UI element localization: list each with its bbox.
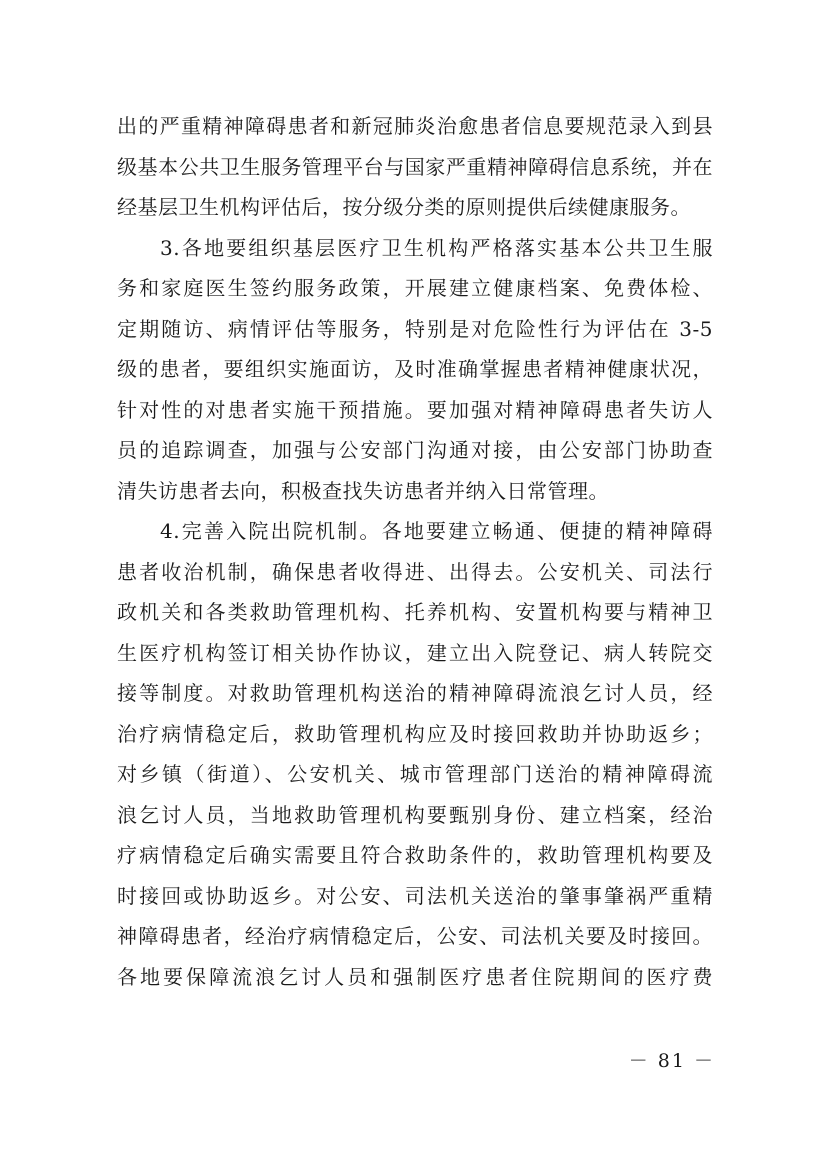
page-number: － 81 － (628, 1050, 715, 1072)
text-line: 员的追踪调查，加强与公安部门沟通对接，由公安部门协助查 (117, 438, 713, 462)
text-line: 疗病情稳定后确实需要且符合救助条件的，救助管理机构要及 (117, 843, 713, 867)
text-line: 针对性的对患者实施干预措施。要加强对精神障碍患者失访人 (117, 397, 713, 422)
text-line: 治疗病情稳定后，救助管理机构应及时接回救助并协助返乡； (117, 721, 713, 746)
text-line: 定期随访、病情评估等服务，特别是对危险性行为评估在 3-5 (117, 316, 713, 341)
text-line: 接等制度。对救助管理机构送治的精神障碍流浪乞讨人员，经 (117, 681, 713, 705)
text-line: 出的严重精神障碍患者和新冠肺炎治愈患者信息要规范录入到县 (117, 114, 713, 138)
text-line: 各地要保障流浪乞讨人员和强制医疗患者住院期间的医疗费 (117, 964, 713, 989)
text-line: 级基本公共卫生服务管理平台与国家严重精神障碍信息系统，并在 (117, 154, 713, 179)
text-line: 清失访患者去向，积极查找失访患者并纳入日常管理。 (117, 478, 609, 503)
text-line: 经基层卫生机构评估后，按分级分类的原则提供后续健康服务。 (117, 195, 691, 219)
text-line: 浪乞讨人员，当地救助管理机构要甄别身份、建立档案，经治 (117, 802, 713, 827)
text-line: 生医疗机构签订相关协作协议，建立出入院登记、病人转院交 (117, 640, 713, 665)
text-line: 级的患者，要组织实施面访，及时准确掌握患者精神健康状况， (117, 357, 713, 381)
text-line: 3.各地要组织基层医疗卫生机构严格落实基本公共卫生服 (160, 235, 713, 260)
text-line: 对乡镇（街道）、公安机关、城市管理部门送治的精神障碍流 (117, 762, 713, 786)
text-line: 政机关和各类救助管理机构、托养机构、安置机构要与精神卫 (117, 600, 713, 624)
body-text (117, 106, 713, 997)
text-line: 时接回或协助返乡。对公安、司法机关送治的肇事肇祸严重精 (117, 883, 713, 908)
text-line: 4.完善入院出院机制。各地要建立畅通、便捷的精神障碍 (160, 519, 713, 543)
text-line: 神障碍患者，经治疗病情稳定后，公安、司法机关要及时接回。 (117, 924, 713, 948)
text-line: 务和家庭医生签约服务政策，开展建立健康档案、免费体检、 (117, 276, 713, 300)
text-line: 患者收治机制，确保患者收得进、出得去。公安机关、司法行 (117, 559, 713, 584)
